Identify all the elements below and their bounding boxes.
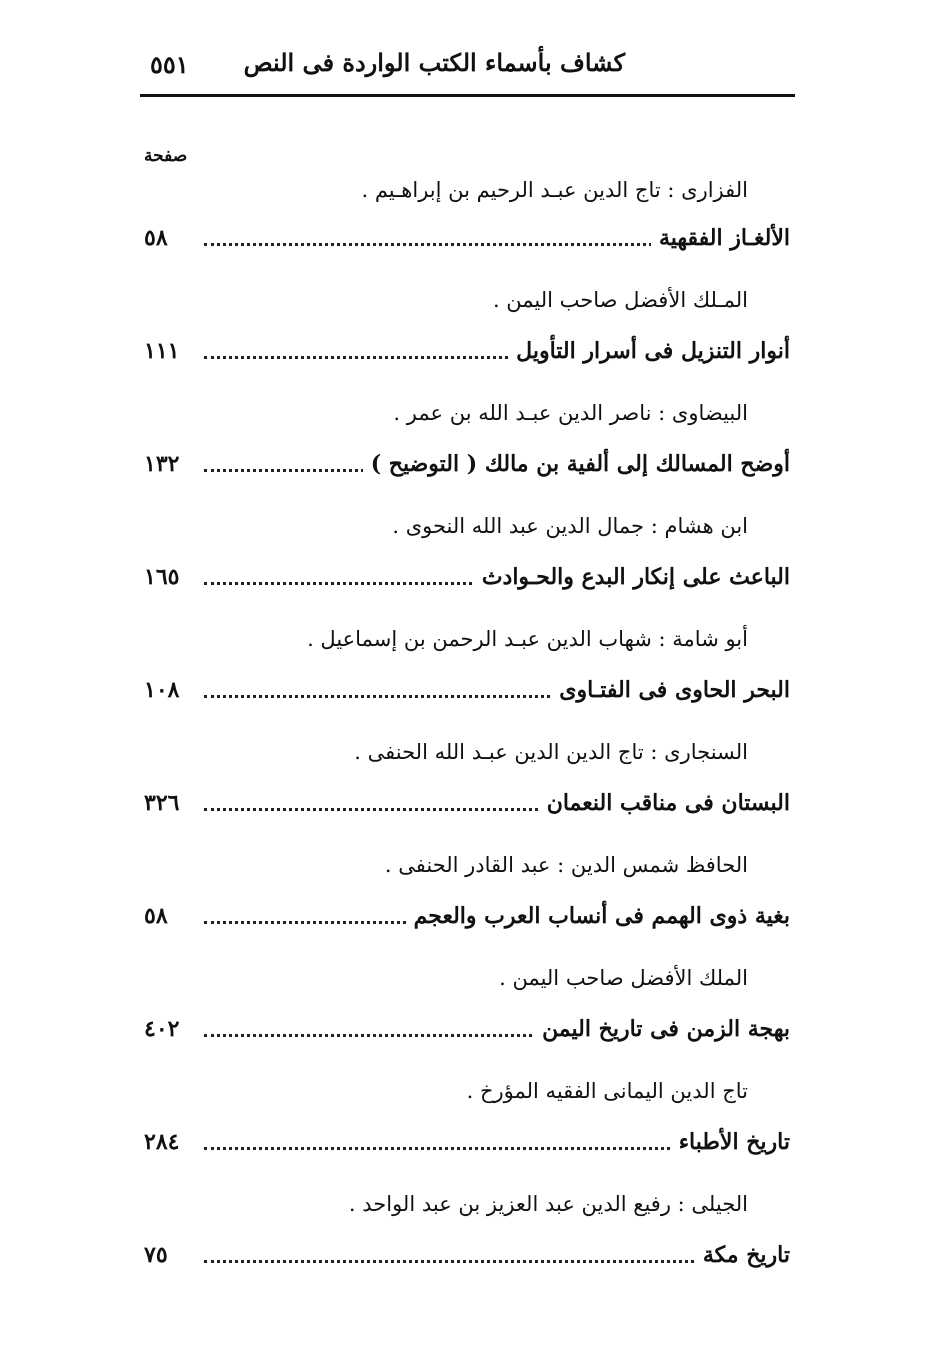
author-line: البيضاوى : ناصر الدين عبـد الله بن عمر . bbox=[393, 401, 748, 425]
page-reference: ٧٥ bbox=[144, 1242, 168, 1268]
index-entry bbox=[140, 1014, 790, 1127]
page-header bbox=[140, 44, 795, 100]
book-title: الباعث على إنكار البدع والحـوادث bbox=[474, 564, 790, 590]
page-reference: ٤٠٢ bbox=[144, 1016, 180, 1042]
page-reference: ٥٨ bbox=[144, 225, 168, 251]
header-rule bbox=[140, 94, 795, 97]
book-title: بغية ذوى الهمم فى أنساب العرب والعجم bbox=[406, 903, 790, 929]
index-entry bbox=[140, 788, 790, 901]
title-line bbox=[140, 1240, 790, 1297]
title-line bbox=[140, 223, 790, 280]
book-title: البستان فى مناقب النعمان bbox=[539, 790, 790, 816]
page-column-label: صفحة bbox=[144, 146, 188, 166]
book-title: تاريخ مكة bbox=[695, 1242, 790, 1268]
author-line: تاج الدين اليمانى الفقيه المؤرخ . bbox=[466, 1079, 748, 1103]
page-reference: ١١١ bbox=[144, 338, 180, 364]
index-entry bbox=[140, 336, 790, 449]
index-entry bbox=[140, 901, 790, 1014]
page-reference: ٥٨ bbox=[144, 903, 168, 929]
author-line: أبو شامة : شهاب الدين عبـد الرحمن بن إسماعيل . bbox=[307, 627, 748, 651]
index-entry bbox=[140, 223, 790, 336]
title-line bbox=[140, 562, 790, 619]
author-line: الجيلى : رفيع الدين عبد العزيز بن عبد الواحد . bbox=[348, 1192, 748, 1216]
page-reference: ١٣٢ bbox=[144, 451, 180, 477]
book-title: بهجة الزمن فى تاريخ اليمن bbox=[534, 1016, 790, 1042]
book-title: أوضح المسالك إلى ألفية بن مالك ( التوضيح ) bbox=[363, 451, 790, 477]
page-reference: ١٠٨ bbox=[144, 677, 180, 703]
title-line bbox=[140, 336, 790, 393]
title-line bbox=[140, 675, 790, 732]
page-title: كشاف بأسماء الكتب الواردة فى النص bbox=[243, 48, 625, 77]
author-line: الحافظ شمس الدين : عبد القادر الحنفى . bbox=[384, 853, 748, 877]
book-title: الألغـاز الفقهية bbox=[651, 225, 790, 251]
title-line bbox=[140, 449, 790, 506]
title-line bbox=[140, 1014, 790, 1071]
title-line bbox=[140, 788, 790, 845]
page-reference: ٣٢٦ bbox=[144, 790, 180, 816]
title-line bbox=[140, 901, 790, 958]
index-entry bbox=[140, 675, 790, 788]
index-entry bbox=[140, 449, 790, 562]
index-entry bbox=[140, 1240, 790, 1297]
author-line: ابن هشام : جمال الدين عبد الله النحوى . bbox=[392, 514, 748, 538]
author-line: الملك الأفضل صاحب اليمن . bbox=[499, 966, 748, 990]
author-line: الفزارى : تاج الدين عبـد الرحيم بن إبراهـيم . bbox=[361, 178, 748, 202]
book-title: البحر الحاوى فى الفتـاوى bbox=[551, 677, 790, 703]
author-line: السنجارى : تاج الدين الدين عبـد الله الحنفى . bbox=[354, 740, 748, 764]
page-reference: ٢٨٤ bbox=[144, 1129, 180, 1155]
author-line: المـلك الأفضل صاحب اليمن . bbox=[492, 288, 748, 312]
page-reference: ١٦٥ bbox=[144, 564, 180, 590]
page-number: ٥٥١ bbox=[150, 50, 189, 79]
book-title: تاريخ الأطباء bbox=[671, 1129, 790, 1155]
title-line bbox=[140, 1127, 790, 1184]
index-entries bbox=[140, 170, 790, 1297]
book-title: أنوار التنزيل فى أسرار التأويل bbox=[508, 338, 790, 364]
index-entry bbox=[140, 1127, 790, 1240]
index-entry bbox=[140, 562, 790, 675]
